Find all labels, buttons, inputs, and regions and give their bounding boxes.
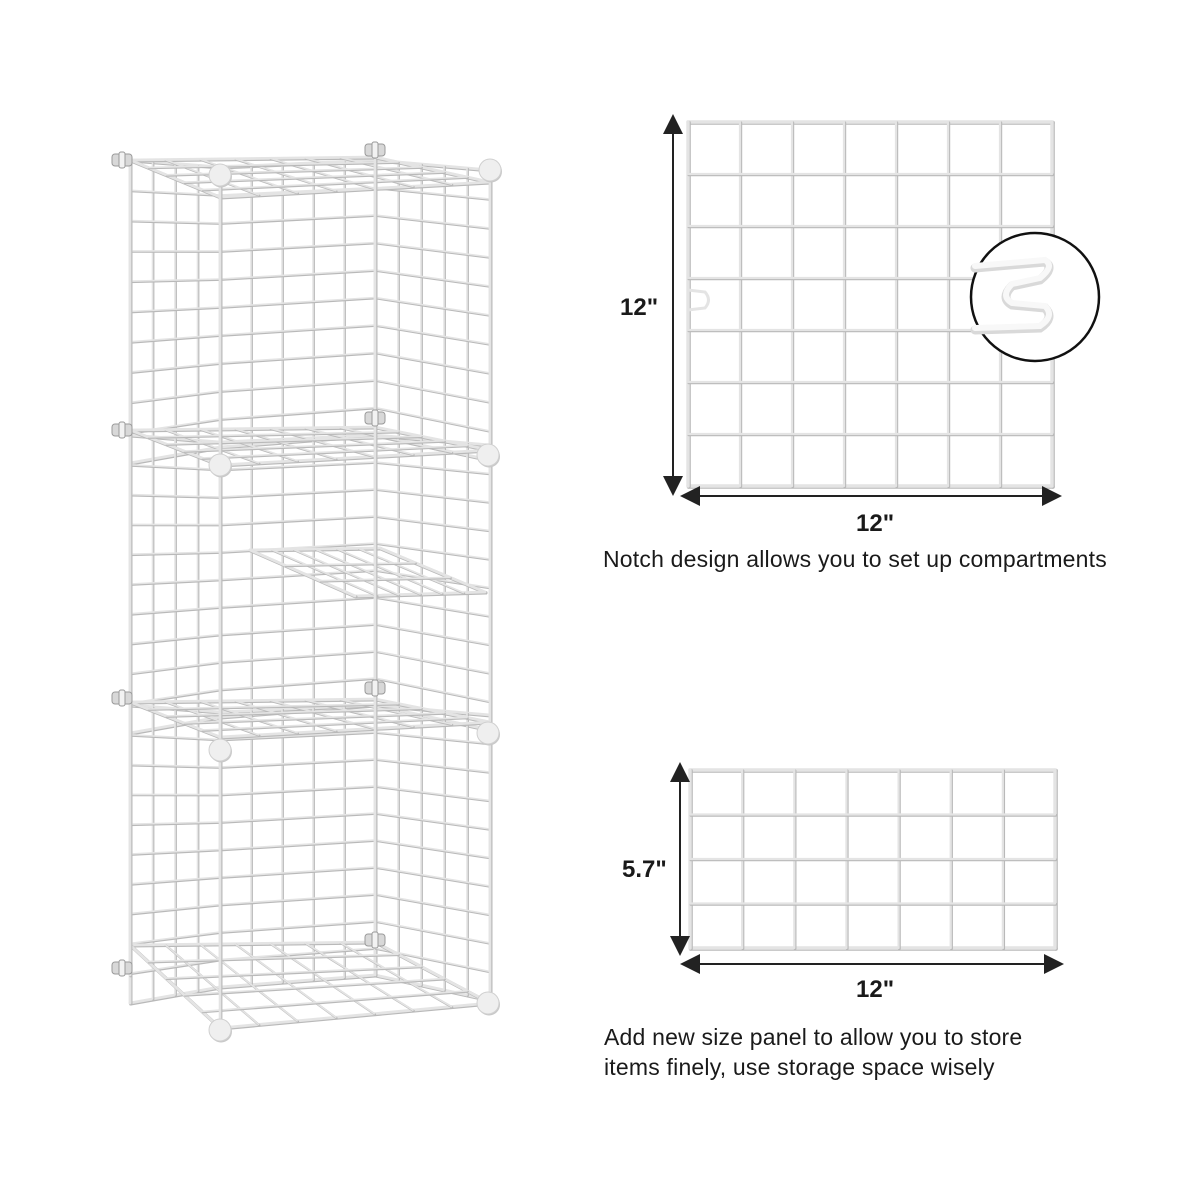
small-panel-caption-line1: Add new size panel to allow you to store	[604, 1024, 1023, 1050]
small-panel-height-label: 5.7"	[622, 856, 667, 883]
large-panel-caption: Notch design allows you to set up compartments	[603, 546, 1107, 572]
small-panel-caption-line2: items finely, use storage space wisely	[604, 1054, 995, 1080]
large-panel-height-label: 12"	[620, 294, 659, 321]
small-wire-panel	[690, 770, 1056, 949]
large-panel-width-label: 12"	[856, 510, 895, 537]
small-panel-width-label: 12"	[856, 976, 895, 1003]
